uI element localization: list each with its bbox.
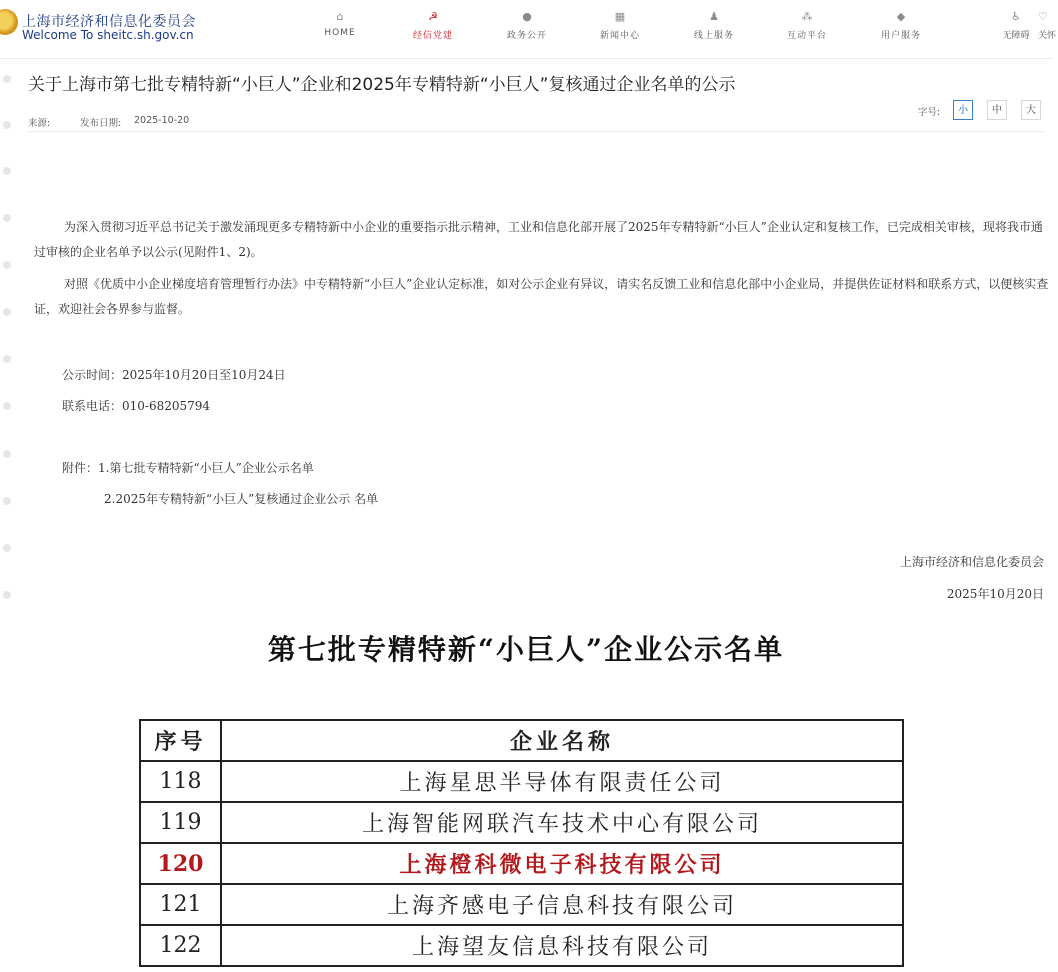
nav-home[interactable] (295, 10, 385, 38)
font-size-small-button[interactable]: 小 (953, 100, 973, 120)
company-list-table (139, 719, 904, 967)
nav-party-building[interactable] (388, 10, 478, 41)
nav-label: 关怀 (1038, 31, 1057, 41)
article-title: 关于上海市第七批专精特新“小巨人”企业和2025年专精特新“小巨人”复核通过企业名单的公示 (28, 75, 736, 95)
side-dot (3, 121, 11, 129)
table-row (140, 884, 903, 925)
header-serial-number: 序号 (140, 720, 221, 761)
nav-accessibility[interactable] (999, 10, 1033, 41)
serial-number-cell: 120 (140, 843, 221, 884)
table-header-row (140, 720, 903, 761)
company-name-cell: 上海望友信息科技有限公司 (221, 925, 903, 966)
side-dot (3, 402, 11, 410)
side-dot (3, 450, 11, 458)
table-row-highlighted (140, 843, 903, 884)
nav-online-service[interactable] (669, 10, 759, 41)
title-divider (28, 131, 1044, 132)
publish-date: 2025-10-20 (134, 115, 190, 126)
serial-number-cell: 121 (140, 884, 221, 925)
serial-number-cell: 119 (140, 802, 221, 843)
table-row (140, 761, 903, 802)
document-title: 第七批专精特新“小巨人”企业公示名单 (267, 633, 785, 666)
attachment-link-1[interactable]: 附件：1.第七批专精特新“小巨人”企业公示名单 (62, 461, 314, 475)
side-dot (3, 261, 11, 269)
nav-user-service[interactable] (856, 10, 946, 41)
serial-number-cell: 122 (140, 925, 221, 966)
side-dot (3, 214, 11, 222)
body-paragraph-1: 为深入贯彻习近平总书记关于激发涌现更多专精特新中小企业的重要指示批示精神，工业和信息化部开展了2025年专精特新“小巨人”企业认定和复核工作，已完成相关审核，现将我市通过审核的企业名单予以公示(见附件1、2)。 (34, 220, 1043, 259)
signature-date: 2025年10月20日 (946, 587, 1044, 601)
table-row (140, 802, 903, 843)
side-dot (3, 591, 11, 599)
side-dot (3, 497, 11, 505)
signature-organization: 上海市经济和信息化委员会 (899, 555, 1044, 569)
nav-label: 无障碍 (1002, 31, 1030, 41)
diamond-icon: ◆ (896, 10, 906, 23)
company-name-cell: 上海智能网联汽车技术中心有限公司 (221, 802, 903, 843)
home-icon: ⌂ (336, 10, 344, 23)
side-dot (3, 167, 11, 175)
nav-label: HOME (324, 28, 356, 38)
site-url[interactable]: Welcome To sheitc.sh.gov.cn (22, 28, 194, 42)
nav-label: 互动平台 (786, 31, 827, 41)
nav-label: 线上服务 (693, 31, 734, 41)
header-company-name: 企业名称 (221, 720, 903, 761)
chat-bubble-icon: ● (522, 10, 532, 23)
site-header (0, 0, 1057, 59)
newspaper-icon: ▦ (614, 10, 626, 23)
contact-phone: 联系电话：010-68205794 (62, 399, 211, 413)
accessibility-icon: ♿ (1011, 10, 1021, 23)
font-size-large-button[interactable]: 大 (1021, 100, 1041, 120)
company-name-cell: 上海星思半导体有限责任公司 (221, 761, 903, 802)
nav-government-affairs[interactable] (482, 10, 572, 41)
nav-label: 新闻中心 (599, 31, 640, 41)
party-emblem-icon: ☭ (428, 10, 438, 23)
notice-period: 公示时间：2025年10月20日至10月24日 (62, 368, 286, 382)
body-paragraph-2: 对照《优质中小企业梯度培育管理暂行办法》中专精特新“小巨人”企业认定标准，如对公示企业有异议，请实名反馈工业和信息化部中小企业局，并提供佐证材料和联系方式，以便核实查证，欢迎社会各界参与监督。 (34, 277, 1049, 316)
nav-label: 用户服务 (880, 31, 921, 41)
side-dot (3, 308, 11, 316)
site-name[interactable]: 上海市经济和信息化委员会 (22, 14, 196, 30)
nav-care-mode[interactable] (1038, 10, 1058, 41)
government-emblem-logo[interactable] (0, 9, 18, 35)
font-size-label: 字号: (918, 107, 941, 118)
serial-number-cell: 118 (140, 761, 221, 802)
font-size-medium-button[interactable]: 中 (987, 100, 1007, 120)
nav-label: 经信党建 (412, 31, 453, 41)
care-icon: ♡ (1038, 10, 1048, 23)
attachment-link-2[interactable]: 2.2025年专精特新“小巨人”复核通过企业公示 名单 (104, 492, 379, 506)
company-name-cell: 上海橙科微电子科技有限公司 (221, 843, 903, 884)
publish-label: 发布日期: (80, 118, 122, 129)
person-service-icon: ♟ (709, 10, 719, 23)
nav-label: 政务公开 (506, 31, 547, 41)
source-label: 来源: (28, 118, 51, 129)
side-dot (3, 544, 11, 552)
people-group-icon: ⁂ (801, 10, 813, 23)
side-dot (3, 355, 11, 363)
side-dot (3, 75, 11, 83)
table-row (140, 925, 903, 966)
nav-interaction-platform[interactable] (762, 10, 852, 41)
nav-news-center[interactable] (575, 10, 665, 41)
company-name-cell: 上海齐感电子信息科技有限公司 (221, 884, 903, 925)
